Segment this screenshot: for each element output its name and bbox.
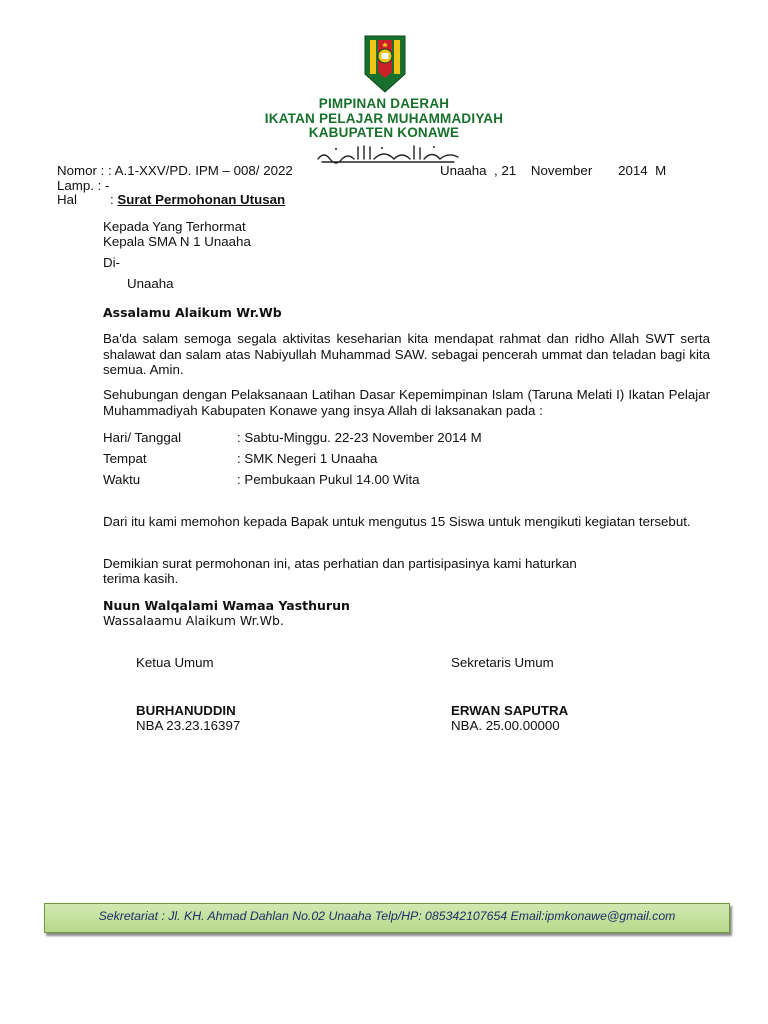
paragraph-4-line2: terima kasih. xyxy=(103,571,179,586)
recipient-line1: Kepada Yang Terhormat xyxy=(103,219,246,234)
place-date: Unaaha , 21 November 2014 M xyxy=(440,163,667,178)
signature-right-name: ERWAN SAPUTRA xyxy=(451,703,569,718)
signature-right-nba: NBA. 25.00.00000 xyxy=(451,718,560,733)
paragraph-3: Dari itu kami memohon kepada Bapak untuk mengutus 15 Siswa untuk mengikuti kegiatan tersebut. xyxy=(103,514,691,529)
recipient-di: Di- xyxy=(103,255,120,270)
closing: Wassalaamu Alaikum Wr.Wb. xyxy=(103,613,284,628)
hal-label: Hal xyxy=(57,192,77,207)
org-title-line2: IKATAN PELAJAR MUHAMMADIYAH xyxy=(264,111,504,126)
detail-value-time: : Pembukaan Pukul 14.00 Wita xyxy=(237,472,420,487)
signature-left-nba: NBA 23.23.16397 xyxy=(136,718,241,733)
detail-value-place: : SMK Negeri 1 Unaaha xyxy=(237,451,378,466)
hal-colon: : xyxy=(110,192,114,207)
nomor-line xyxy=(57,163,293,178)
recipient-line2: Kepala SMA N 1 Unaaha xyxy=(103,234,251,249)
hal-line xyxy=(110,192,285,207)
signature-right-role: Sekretaris Umum xyxy=(451,655,554,670)
lamp-line xyxy=(57,178,110,193)
footer-address: Sekretariat : Jl. KH. Ahmad Dahlan No.02 Unaaha Telp/HP: 085342107654 Email:ipmkonawe@gmail.com xyxy=(98,909,676,923)
lamp-value: : - xyxy=(97,178,110,193)
recipient-place: Unaaha xyxy=(127,276,174,291)
basmalah-calligraphy-icon xyxy=(314,141,462,165)
detail-value-date: : Sabtu-Minggu. 22-23 November 2014 M xyxy=(237,430,482,445)
org-title-line1: PIMPINAN DAERAH xyxy=(318,96,450,111)
paragraph-2: Sehubungan dengan Pelaksanaan Latihan Dasar Kepemimpinan Islam (Taruna Melati I) Ikatan Pelajar Muhammadiyah Kabupaten Konawe yang insya Allah di laksanakan pada : xyxy=(103,387,710,418)
hal-subject: Surat Permohonan Utusan xyxy=(117,192,286,207)
org-title-line3: KABUPATEN KONAWE xyxy=(308,125,460,140)
motto: Nuun Walqalami Wamaa Yasthurun xyxy=(103,598,350,613)
lamp-label: Lamp. xyxy=(57,178,94,193)
footer-address-banner xyxy=(44,903,730,933)
ipm-logo-icon xyxy=(363,34,407,94)
signature-left-role: Ketua Umum xyxy=(136,655,214,670)
detail-label-time: Waktu xyxy=(103,472,141,487)
signature-left-name: BURHANUDDIN xyxy=(136,703,236,718)
greeting: Assalamu Alaikum Wr.Wb xyxy=(103,305,282,320)
nomor-value: : : A.1-XXV/PD. IPM – 008/ 2022 xyxy=(100,163,293,178)
paragraph-1: Ba'da salam semoga segala aktivitas keseharian kita mendapat rahmat dan ridho Allah SWT serta shalawat dan salam atas Nabiyullah Muhammad SAW. sebagai pencerah ummat dan teladan bagi kita semua. Amin. xyxy=(103,331,710,377)
nomor-label: Nomor xyxy=(57,163,97,178)
detail-label-date: Hari/ Tanggal xyxy=(103,430,182,445)
paragraph-4-line1: Demikian surat permohonan ini, atas perhatian dan partisipasinya kami haturkan xyxy=(103,556,577,571)
detail-label-place: Tempat xyxy=(103,451,147,466)
